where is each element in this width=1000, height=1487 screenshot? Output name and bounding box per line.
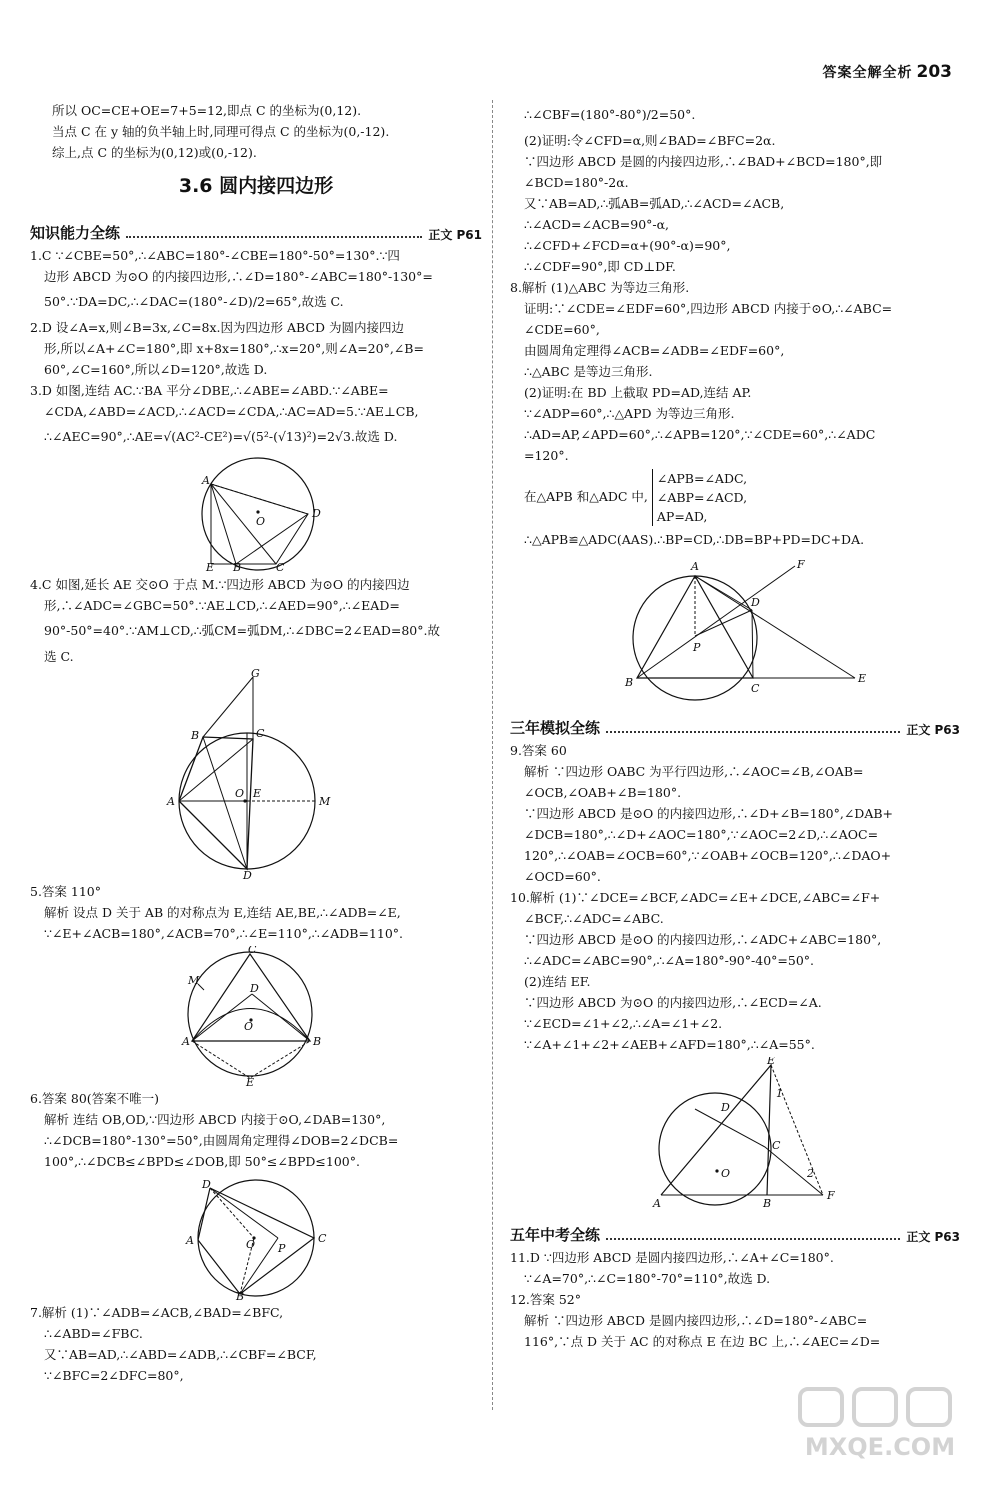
right-column (510, 100, 960, 1352)
fig-label: M (319, 795, 331, 808)
text-line: ∴∠DCB=180°-130°=50°,由圆周角定理得∠DOB=2∠DCB= (44, 1133, 399, 1148)
text-line: ∴∠ABD=∠FBC. (44, 1326, 143, 1341)
text-line: 解析 设点 D 关于 AB 的对称点为 E,连结 AE,BE,∴∠ADB=∠E, (44, 905, 401, 920)
fig-label: A (186, 1234, 194, 1247)
answer-4 (30, 574, 482, 667)
text-line: (2)证明:令∠CFD=α,则∠BAD=∠BFC=2α. (524, 133, 776, 148)
text-line: ∴∠CDF=90°,即 CD⊥DF. (524, 259, 676, 274)
brace-conditions (652, 469, 747, 526)
text-line: =120°. (524, 448, 569, 463)
fig-label: C (276, 561, 285, 572)
fig-label: P (278, 1242, 286, 1255)
fig-label: D (312, 507, 321, 520)
fig-label: D (751, 596, 760, 609)
column-divider (492, 100, 493, 1410)
figure-q5 (176, 946, 336, 1086)
text-line: 综上,点 C 的坐标为(0,12)或(0,-12). (52, 145, 257, 160)
text-line: ∠BCD=180°-2α. (524, 175, 629, 190)
band-page: 正文 P63 (906, 1230, 960, 1244)
text-line: ∠OCB,∠OAB+∠B=180°. (524, 785, 682, 800)
watermark-text: MXQE.COM (804, 1433, 956, 1461)
text-line: ∴∠ADC=∠ABC=90°,∴∠A=180°-90°-40°=50°. (524, 953, 814, 968)
text-line: 解析 ∵四边形 ABCD 是圆内接四边形,∴∠D=180°-∠ABC= (524, 1313, 868, 1328)
brace-line: ∠ABP=∠ACD, (656, 490, 748, 505)
band-five-year (510, 1213, 960, 1245)
fig-label: A (202, 474, 210, 487)
text-line: ∵∠A+∠1+∠2+∠AEB+∠AFD=180°,∴∠A=55°. (524, 1037, 815, 1052)
figure-q8 (595, 552, 875, 702)
congruence-system (510, 469, 960, 526)
text-line: 所以 OC=CE+OE=7+5=12,即点 C 的坐标为(0,12). (52, 103, 362, 118)
answer-5 (30, 881, 482, 944)
fig-label: M (188, 974, 200, 987)
answer-11 (510, 1247, 960, 1289)
text-line: ∵四边形 ABCD 是⊙O 的内接四边形,∴∠D+∠B=180°,∠DAB+ (524, 806, 894, 821)
answer-7-continued (510, 100, 960, 277)
text-line: ∠DCB=180°,∴∠D+∠AOC=180°,∵∠AOC=2∠D,∴∠AOC= (524, 827, 879, 842)
text-line: 90°-50°=40°.∵AM⊥CD,∴弧CM=弧DM,∴∠DBC=2∠EAD=80°.故 (44, 623, 440, 638)
text-line: (2)连结 EF. (524, 974, 591, 989)
text-line: 当点 C 在 y 轴的负半轴上时,同理可得点 C 的坐标为(0,-12). (52, 124, 390, 139)
figure-q10 (625, 1057, 845, 1209)
fig-label: A (691, 560, 699, 573)
fig-label: O (246, 1238, 256, 1251)
text-line: ∵∠BFC=2∠DFC=80°, (44, 1368, 184, 1383)
page-number: 203 (916, 62, 952, 82)
band-title: 五年中考全练 (510, 1226, 601, 1244)
answer-2 (30, 317, 482, 380)
section-title: 3.6 圆内接四边形 (178, 175, 334, 197)
watermark-logo (780, 1385, 980, 1465)
brace-line: AP=AD, (656, 509, 708, 524)
text-line: 又∵AB=AD,∴∠ABD=∠ADB,∴∠CBF=∠BCF, (44, 1347, 317, 1362)
header-title: 答案全解全析 (822, 65, 913, 81)
text-line: ∵∠ADP=60°,∴△APD 为等边三角形. (524, 406, 735, 421)
fig-label: A (182, 1035, 190, 1048)
text-line: 5.答案 110° (30, 884, 102, 899)
fig-label: A (653, 1197, 661, 1209)
text-line: 12.答案 52° (510, 1292, 582, 1307)
figure-q3 (176, 454, 336, 572)
band-title: 三年模拟全练 (510, 719, 601, 737)
fig-label: E (206, 561, 215, 572)
fig-label: D (250, 982, 259, 995)
text-line: ∠BCF,∴∠ADC=∠ABC. (524, 911, 664, 926)
fig-label: F (797, 558, 805, 571)
text-line: 1.C ∵∠CBE=50°,∴∠ABC=180°-∠CBE=180°-50°=130°.∵四 (30, 248, 400, 263)
text-line: ∵∠A=70°,∴∠C=180°-70°=110°,故选 D. (524, 1271, 771, 1286)
text-line: 又∵AB=AD,∴弧AB=弧AD,∴∠ACD=∠ACB, (524, 196, 785, 211)
text-line: ∴∠CFD+∠FCD=α+(90°-α)=90°, (524, 238, 731, 253)
fig-label: A (167, 795, 175, 808)
answer-1 (30, 245, 482, 317)
left-column (30, 100, 482, 1386)
text-line: 解析 ∵四边形 OABC 为平行四边形,∴∠AOC=∠B,∠OAB= (524, 764, 864, 779)
text-line: 7.解析 (1)∵∠ADB=∠ACB,∠BAD=∠BFC, (30, 1305, 284, 1320)
text-line: 11.D ∵四边形 ABCD 是圆内接四边形,∴∠A+∠C=180°. (510, 1250, 834, 1265)
text-line: 50°.∵DA=DC,∴∠DAC=(180°-∠D)/2=65°,故选 C. (44, 294, 344, 309)
figure-q4 (161, 669, 351, 879)
answer-3 (30, 380, 482, 452)
fig-label: B (313, 1035, 322, 1048)
fig-label: B (763, 1197, 772, 1209)
fig-label: O (721, 1167, 731, 1180)
fig-label: D (721, 1101, 730, 1114)
answer-12 (510, 1289, 960, 1352)
text-line: 由圆周角定理得∠ACB=∠ADB=∠EDF=60°, (524, 343, 785, 358)
text-line: ∵四边形 ABCD 是⊙O 的内接四边形,∴∠ADC+∠ABC=180°, (524, 932, 882, 947)
text-line: ∵四边形 ABCD 是圆的内接四边形,∴∠BAD+∠BCD=180°,即 (524, 154, 883, 169)
band-page: 正文 P61 (428, 228, 482, 242)
fig-label: D (202, 1178, 211, 1191)
fig-label: B (236, 1290, 245, 1300)
text-line: 4.C 如图,延长 AE 交⊙O 于点 M.∵四边形 ABCD 为⊙O 的内接四边 (30, 577, 410, 592)
band-knowledge (30, 211, 482, 243)
text-line: ∴△APB≌△ADC(AAS).∴BP=CD,∴DB=BP+PD=DC+DA. (524, 532, 865, 547)
fig-label: C (772, 1139, 781, 1152)
text-line: ∴∠AEC=90°,∴AE=√(AC²-CE²)=√(5²-(√13)²)=2√3.故选 D. (44, 429, 398, 444)
text-line: 形,∴∠ADC=∠GBC=50°.∵AE⊥CD,∴∠AED=90°,∴∠EAD= (44, 598, 400, 613)
answer-8 (510, 277, 960, 550)
fig-label: C (256, 727, 265, 740)
text-line: ∴△ABC 是等边三角形. (524, 364, 653, 379)
text-line: 120°,∴∠OAB=∠OCB=60°,∵∠OAB+∠OCB=120°,∴∠DAO+ (524, 848, 892, 863)
text-line: ∴∠CBF=(180°-80°)/2=50°. (524, 107, 696, 122)
text-line: ∵∠ECD=∠1+∠2,∴∠A=∠1+∠2. (524, 1016, 723, 1031)
figure-q6 (176, 1174, 336, 1300)
band-page: 正文 P63 (906, 723, 960, 737)
text-line: ∠CDA,∠ABD=∠ACD,∴∠ACD=∠CDA,∴AC=AD=5.∵AE⊥CB, (44, 404, 419, 419)
text-line: 9.答案 60 (510, 743, 567, 758)
fig-label: C (751, 682, 760, 695)
text-line: 3.D 如图,连结 AC.∵BA 平分∠DBE,∴∠ABE=∠ABD.∵∠ABE= (30, 383, 389, 398)
text-line: 边形 ABCD 为⊙O 的内接四边形,∴∠D=180°-∠ABC=180°-130°= (44, 269, 433, 284)
fig-label: E (253, 787, 262, 800)
band-title: 知识能力全练 (30, 224, 121, 242)
fig-label: D (243, 869, 252, 879)
text-line: 证明:∵∠CDE=∠EDF=60°,四边形 ABCD 内接于⊙O,∴∠ABC= (524, 301, 893, 316)
fig-label: O (244, 1020, 254, 1033)
fig-label: C (248, 946, 257, 956)
fig-label: B (191, 729, 200, 742)
fig-label: O (256, 515, 266, 528)
text-line: 解析 连结 OB,OD,∵四边形 ABCD 内接于⊙O,∠DAB=130°, (44, 1112, 386, 1127)
text-line: ∴AD=AP,∠APD=60°,∴∠APB=120°,∵∠CDE=60°,∴∠ADC (524, 427, 876, 442)
text-line: 形,所以∠A+∠C=180°,即 x+8x=180°,∴x=20°,则∠A=20°,∠B= (44, 341, 424, 356)
text-line: ∵∠E+∠ACB=180°,∠ACB=70°,∴∠E=110°,∴∠ADB=110°. (44, 926, 404, 941)
fig-label: B (625, 676, 634, 689)
text-line: 10.解析 (1)∵∠DCE=∠BCF,∠ADC=∠E+∠DCE,∠ABC=∠F+ (510, 890, 881, 905)
text-line: (2)证明:在 BD 上截取 PD=AD,连结 AP. (524, 385, 752, 400)
band-dots (606, 1238, 900, 1240)
fig-label: C (318, 1232, 327, 1245)
text-line: 2.D 设∠A=x,则∠B=3x,∠C=8x.因为四边形 ABCD 为圆内接四边 (30, 320, 404, 335)
fig-label: F (827, 1189, 835, 1202)
fig-label: O (235, 787, 245, 800)
answer-6 (30, 1088, 482, 1172)
text-line: 100°,∴∠DCB≤∠BPD≤∠DOB,即 50°≤∠BPD≤100°. (44, 1154, 360, 1169)
text-line: 8.解析 (1)△ABC 为等边三角形. (510, 280, 690, 295)
answer-7 (30, 1302, 482, 1386)
fig-label: 2 (807, 1167, 814, 1180)
fig-label: G (251, 669, 260, 680)
fig-label: P (693, 641, 701, 654)
text-line: ∠OCD=60°. (524, 869, 601, 884)
text-line: ∠CDE=60°, (524, 322, 600, 337)
brace-line: ∠APB=∠ADC, (656, 471, 748, 486)
brace-prefix: 在△APB 和△ADC 中, (524, 489, 648, 504)
text-line: 6.答案 80(答案不唯一) (30, 1091, 160, 1106)
band-dots (126, 236, 422, 238)
text-line: ∵四边形 ABCD 为⊙O 的内接四边形,∴∠ECD=∠A. (524, 995, 822, 1010)
band-three-year (510, 706, 960, 738)
text-line: 116°,∵点 D 关于 AC 的对称点 E 在边 BC 上,∴∠AEC=∠D= (524, 1334, 881, 1349)
fig-label: E (246, 1076, 255, 1086)
fig-label: B (233, 561, 242, 572)
fig-label: 1 (776, 1087, 783, 1100)
page-header (823, 62, 953, 82)
fig-label: E (767, 1057, 776, 1067)
band-dots (606, 731, 900, 733)
answer-10 (510, 887, 960, 1055)
text-line: 60°,∠C=160°,所以∠D=120°,故选 D. (44, 362, 268, 377)
text-line: 选 C. (44, 649, 74, 664)
text-line: ∴∠ACD=∠ACB=90°-α, (524, 217, 670, 232)
answer-9 (510, 740, 960, 887)
fig-label: E (858, 672, 867, 685)
